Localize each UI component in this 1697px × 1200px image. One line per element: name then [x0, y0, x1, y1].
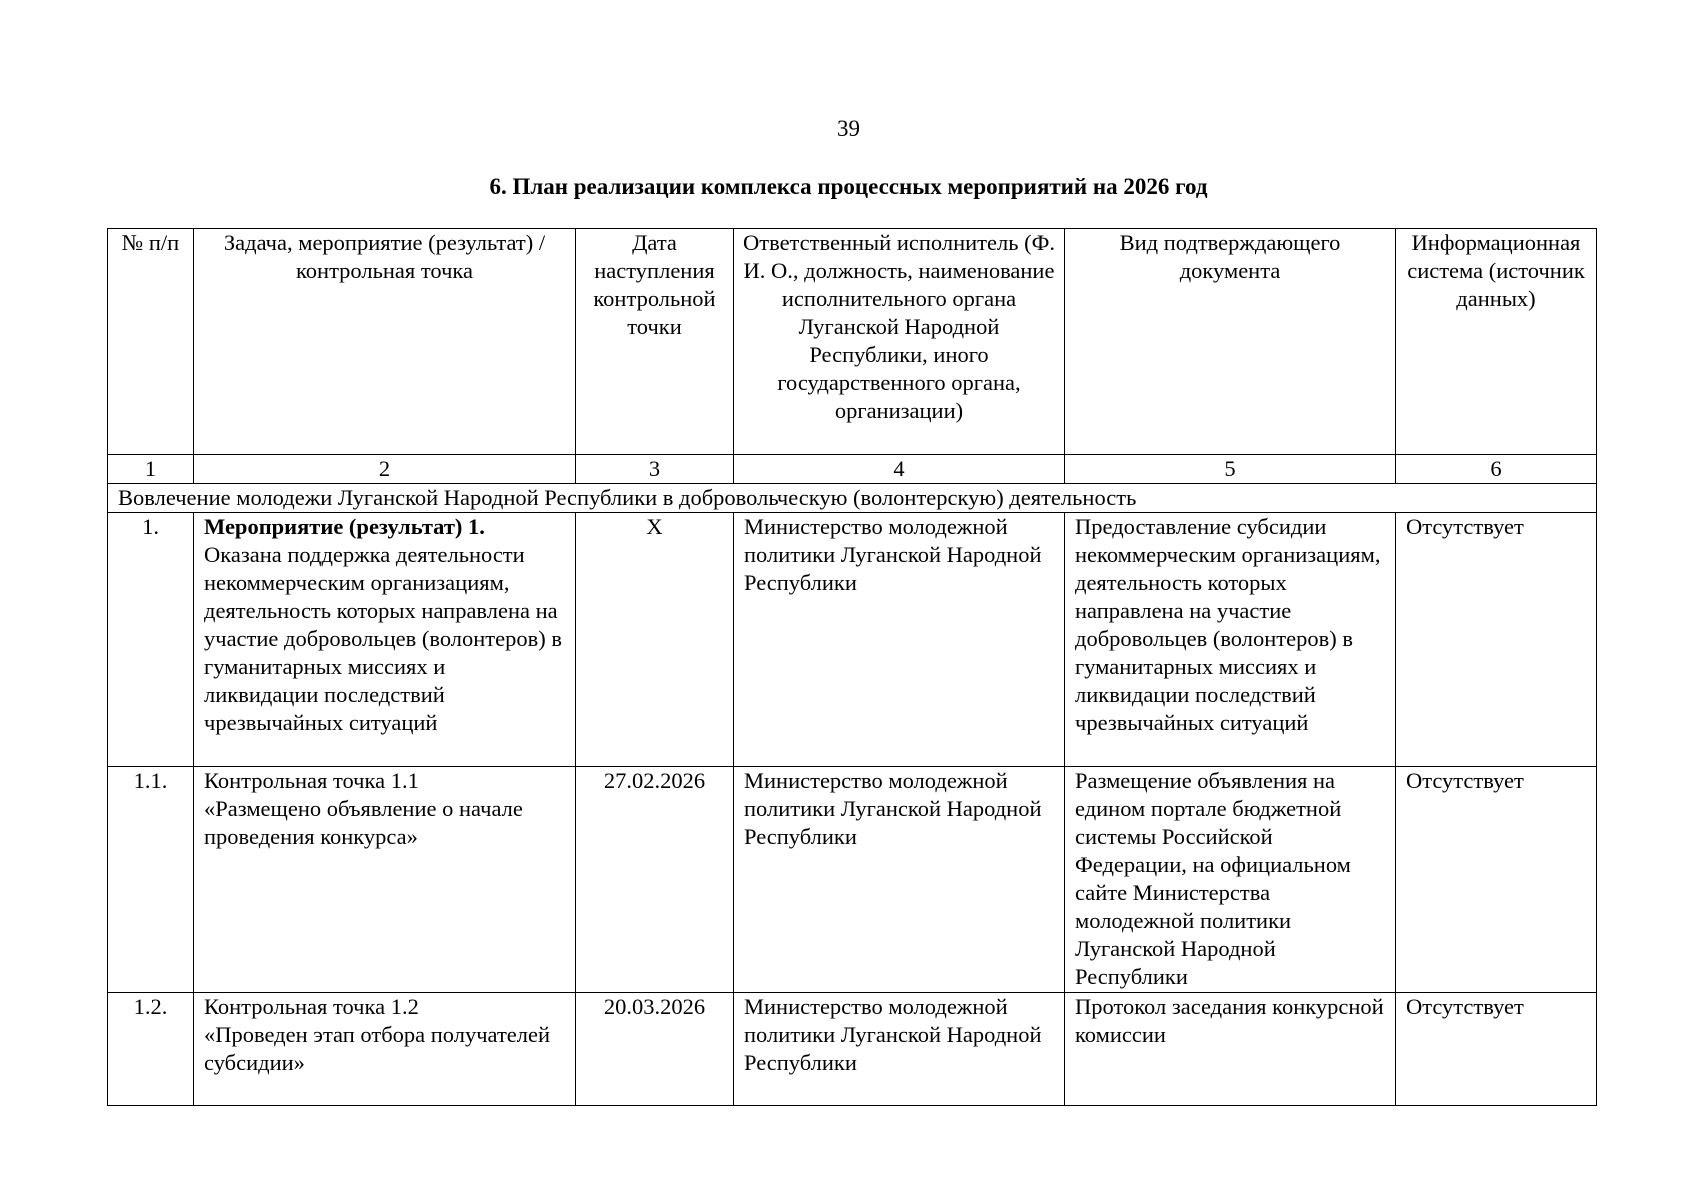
header-document: Вид подтверждающего документа — [1065, 229, 1396, 455]
implementation-plan-table — [107, 228, 1597, 1106]
column-number-row — [108, 455, 1597, 484]
task-cell — [194, 993, 576, 1106]
system-cell: Отсутствует — [1396, 767, 1597, 993]
executor-cell: Министерство молодежной политики Луганской Народной Республики — [734, 993, 1065, 1106]
date-cell: Х — [576, 513, 734, 767]
task-cell — [194, 767, 576, 993]
column-number: 6 — [1396, 455, 1597, 484]
column-number: 1 — [108, 455, 194, 484]
section-title: Вовлечение молодежи Луганской Народной Республики в добровольческую (волонтерскую) деятельность — [108, 484, 1597, 513]
task-text: «Проведен этап отбора получателей субсидии» — [204, 1022, 551, 1075]
header-row — [108, 229, 1597, 455]
page-number: 39 — [837, 116, 860, 141]
task-text: «Размещено объявление о начале проведения конкурса» — [204, 796, 523, 849]
task-text: Оказана поддержка деятельности некоммерческим организациям, деятельность которых направлена на участие добровольцев (волонтеров) в гуманитарных миссиях и ликвидации последствий чрезвычайных ситуаций — [204, 542, 562, 735]
row-number: 1.2. — [108, 993, 194, 1106]
column-number: 4 — [734, 455, 1065, 484]
table-row — [108, 993, 1597, 1106]
column-number: 3 — [576, 455, 734, 484]
header-system: Информационная система (источник данных) — [1396, 229, 1597, 455]
system-cell: Отсутствует — [1396, 993, 1597, 1106]
executor-cell: Министерство молодежной политики Луганской Народной Республики — [734, 513, 1065, 767]
task-cell — [194, 513, 576, 767]
page-title: 6. План реализации комплекса процессных мероприятий на 2026 год — [489, 174, 1208, 199]
task-label: Контрольная точка 1.1 — [204, 768, 419, 793]
table-row — [108, 767, 1597, 993]
document-cell: Предоставление субсидии некоммерческим организациям, деятельность которых направлена на участие добровольцев (волонтеров) в гуманитарных миссиях и ликвидации последствий чрезвычайных ситуаций — [1065, 513, 1396, 767]
section-row — [108, 484, 1597, 513]
column-number: 5 — [1065, 455, 1396, 484]
task-label: Контрольная точка 1.2 — [204, 994, 419, 1019]
document-cell: Протокол заседания конкурсной комиссии — [1065, 993, 1396, 1106]
task-label: Мероприятие (результат) 1. — [204, 514, 485, 539]
column-number: 2 — [194, 455, 576, 484]
row-number: 1. — [108, 513, 194, 767]
date-cell: 27.02.2026 — [576, 767, 734, 993]
header-executor: Ответственный исполнитель (Ф. И. О., должность, наименование исполнительного органа Луганской Народной Республики, иного государственного органа, организации) — [734, 229, 1065, 455]
executor-cell: Министерство молодежной политики Луганской Народной Республики — [734, 767, 1065, 993]
document-cell: Размещение объявления на едином портале бюджетной системы Российской Федерации, на официальном сайте Министерства молодежной политики Луганской Народной Республики — [1065, 767, 1396, 993]
date-cell: 20.03.2026 — [576, 993, 734, 1106]
header-date: Дата наступления контрольной точки — [576, 229, 734, 455]
header-num: № п/п — [108, 229, 194, 455]
header-task: Задача, мероприятие (результат) / контрольная точка — [194, 229, 576, 455]
system-cell: Отсутствует — [1396, 513, 1597, 767]
row-number: 1.1. — [108, 767, 194, 993]
table-row — [108, 513, 1597, 767]
